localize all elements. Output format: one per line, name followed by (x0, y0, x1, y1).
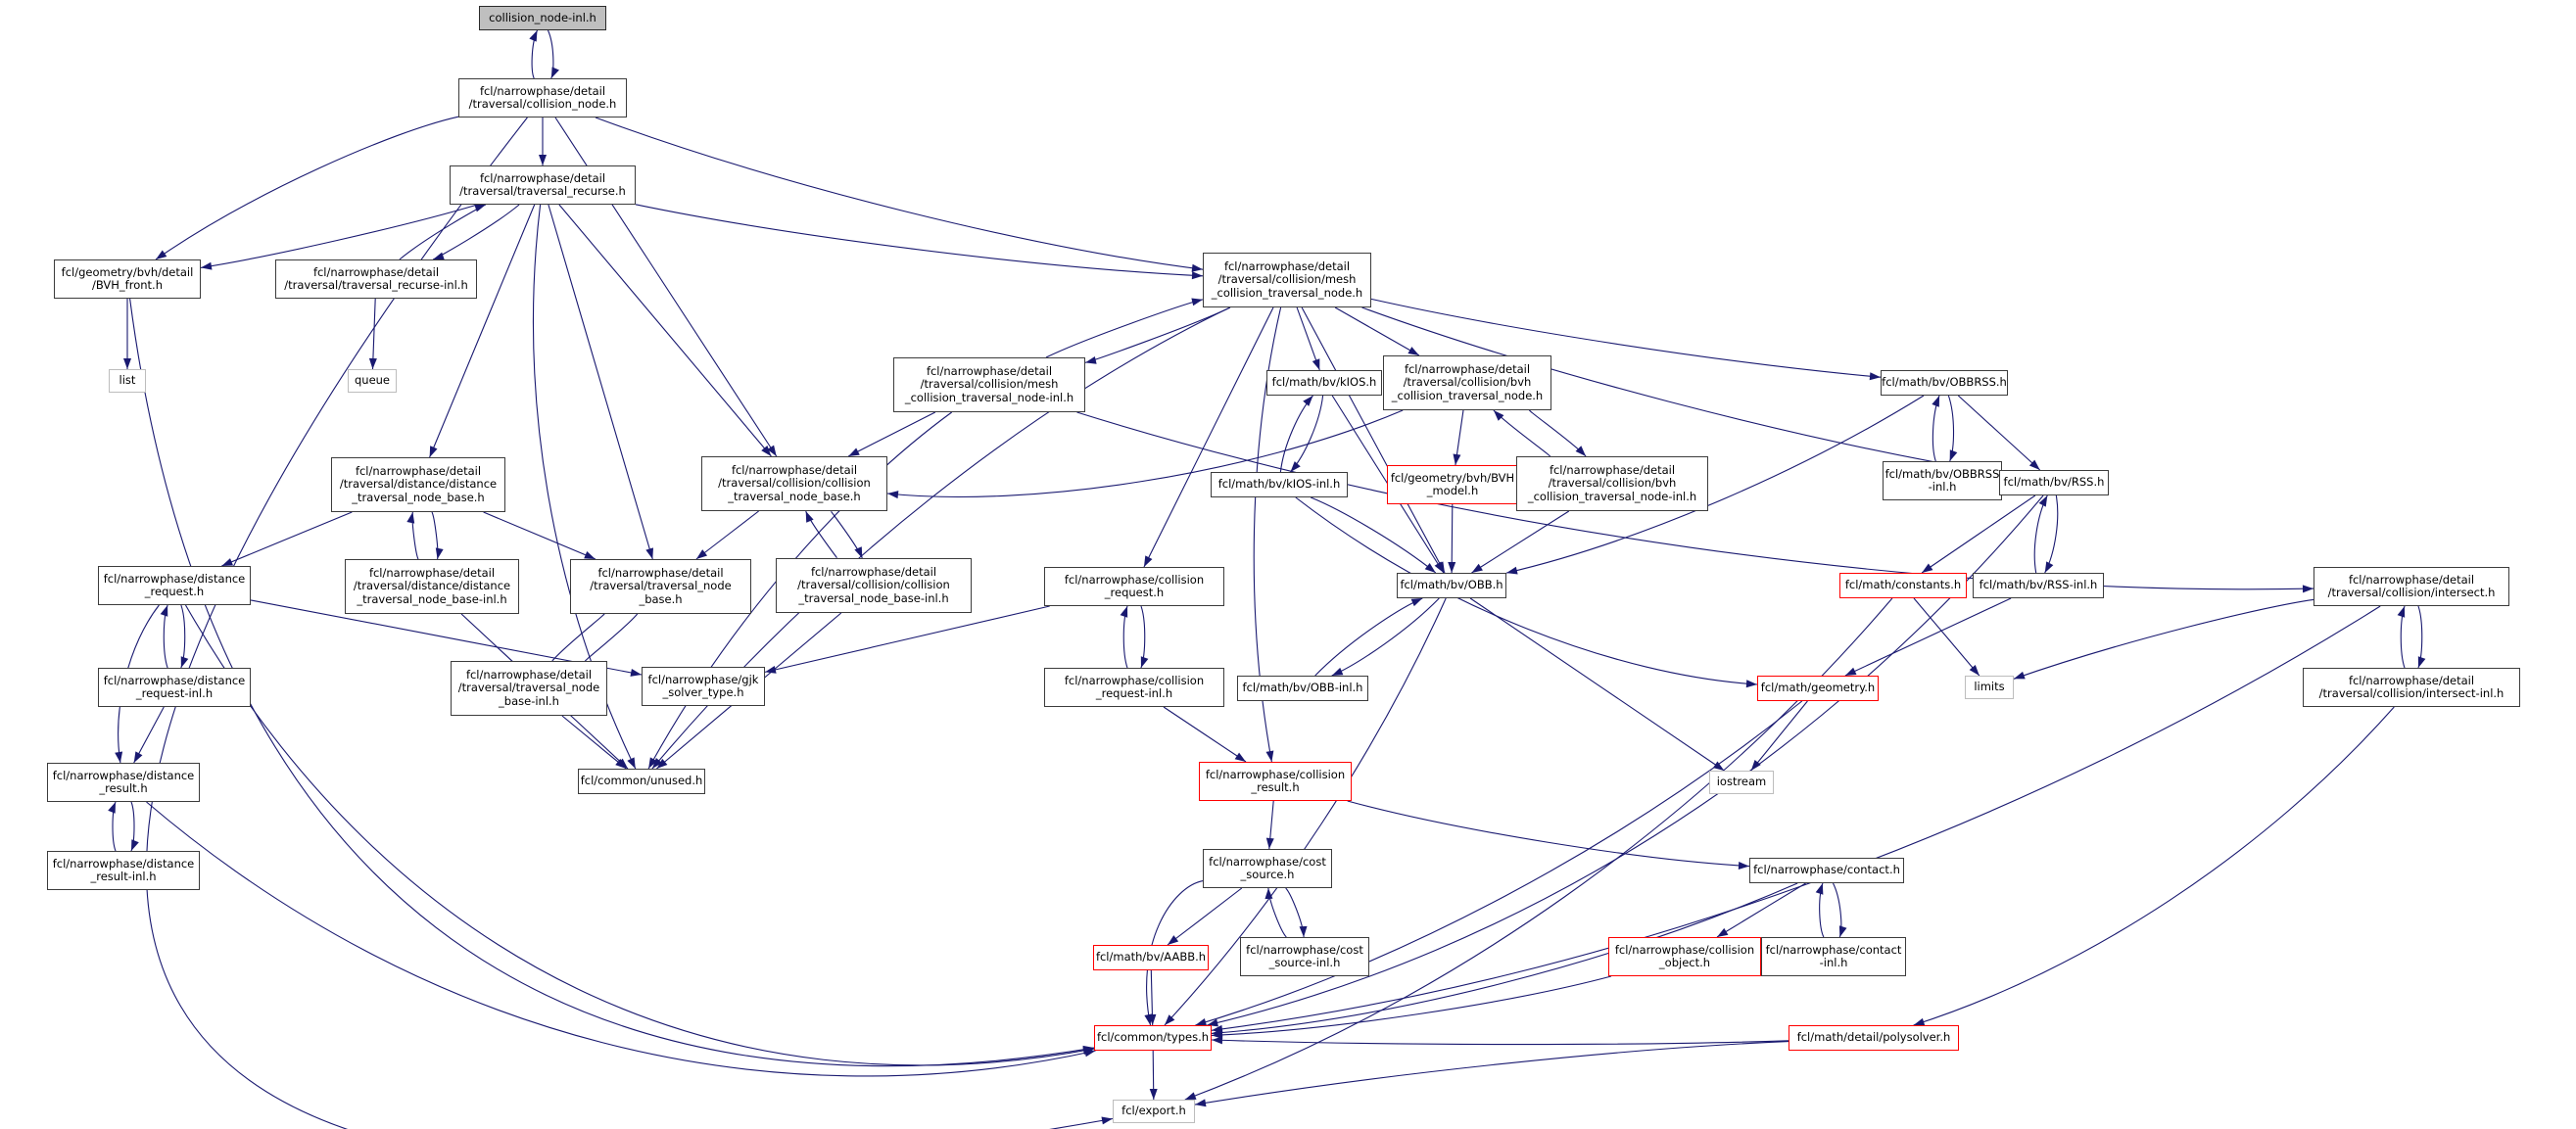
graph-node-label: _traversal_node_base-inl.h (357, 591, 507, 606)
arrowhead-kios-inl-to-obb (1425, 563, 1436, 573)
graph-node-mesh-collision-traversal-node[interactable] (1203, 253, 1371, 307)
graph-node-traversal-node-base[interactable] (570, 559, 751, 614)
arrowhead-rss-inl-to-geometry (1845, 668, 1857, 676)
arrowhead-traversal-recurse-to-distance-traversal-node-base (430, 446, 438, 457)
graph-node-collision-traversal-node-base-inl[interactable] (776, 558, 972, 613)
graph-node-label: fcl/export.h (1121, 1104, 1186, 1118)
graph-node-distance-request[interactable] (98, 566, 251, 605)
edge-traversal-node-base-to-traversal-node-base-inl (585, 614, 637, 661)
graph-node-label: fcl/narrowphase/detail (465, 667, 593, 682)
edge-bvh-collision-traversal-node-inl-to-bvh-collision-traversal-node (1494, 410, 1550, 456)
graph-node-label: _solver_type.h (662, 685, 744, 699)
edge-traversal-recurse-to-distance-traversal-node-base (430, 205, 535, 457)
graph-node-cost-source-inl[interactable] (1240, 937, 1369, 976)
graph-node-label: fcl/narrowphase/detail (479, 83, 606, 98)
arrowhead-mesh-collision-traversal-node-inl-to-intersect (2303, 585, 2314, 592)
edge-obb-to-iostream (1470, 598, 1724, 771)
arrowhead-collision-request-to-collision-request-inl (1141, 656, 1149, 668)
edge-rss-to-rss-inl (2045, 495, 2058, 573)
edge-geometry-to-iostream (1751, 701, 1808, 771)
graph-node-kios[interactable] (1266, 370, 1382, 396)
arrowhead-contact-to-contact-inl (1839, 925, 1847, 937)
arrowhead-obbrss-to-obbrss-inl (1950, 449, 1958, 461)
arrowhead-mesh-collision-traversal-node-inl-to-mesh-collision-traversal-node (1191, 298, 1203, 306)
graph-node-bvh-model[interactable] (1387, 465, 1518, 504)
graph-node-label: /traversal/traversal_node (457, 681, 600, 695)
arrowhead-distance-request-inl-to-distance-request (161, 605, 168, 617)
edge-polysolver-to-export (1195, 1042, 1789, 1105)
edge-collision-object-to-types (1212, 976, 1611, 1035)
arrowhead-collision-request-inl-to-collision-request (1121, 606, 1128, 618)
arrowhead-mesh-collision-traversal-node-to-collision-request (1144, 555, 1152, 567)
graph-node-label: _request-inl.h (135, 686, 214, 700)
graph-node-distance-result[interactable] (47, 763, 200, 802)
graph-node-label: fcl/narrowphase/detail (1404, 361, 1531, 376)
graph-node-label: _request.h (1104, 586, 1165, 599)
arrowhead-distance-result-inl-to-distance-result (108, 802, 116, 814)
arrowhead-traversal-recurse-to-mesh-collision-traversal-node (1192, 271, 1203, 279)
graph-node-label: _base.h (639, 591, 683, 606)
graph-node-kios-inl[interactable] (1211, 472, 1348, 497)
arrowhead-mesh-collision-traversal-node-to-collision-result (1265, 750, 1273, 762)
arrowhead-cost-source-to-cost-source-inl (1300, 926, 1308, 937)
graph-node-collision-traversal-node-base[interactable] (701, 456, 887, 511)
arrowhead-distance-request-inl-to-distance-result (134, 751, 143, 763)
graph-node-label: collision_node-inl.h (489, 10, 596, 24)
edge-distance-traversal-node-base-to-traversal-node-base (484, 512, 596, 559)
graph-node-label: fcl/narrowphase/collision (1064, 572, 1205, 587)
graph-node-label: fcl/math/bv/kIOS-inl.h (1217, 477, 1341, 492)
graph-node-collision-request-inl[interactable] (1044, 668, 1224, 707)
graph-node-label: /traversal/collision/bvh (1403, 375, 1532, 390)
edge-collision-request-inl-to-collision-result (1164, 707, 1246, 762)
graph-node-obb[interactable] (1397, 573, 1506, 598)
graph-node-label: fcl/math/bv/AABB.h (1095, 950, 1207, 964)
arrowhead-mesh-collision-traversal-node-to-mesh-collision-traversal-node-inl (1085, 356, 1097, 364)
graph-node-obbrss[interactable] (1881, 370, 2008, 396)
graph-node-label: fcl/narrowphase/cost (1246, 942, 1363, 957)
graph-node-rss-inl[interactable] (1973, 573, 2104, 598)
graph-node-contact[interactable] (1749, 858, 1904, 883)
edge-rss-inl-to-geometry (1845, 598, 2011, 676)
graph-node-label: fcl/common/types.h (1096, 1030, 1210, 1045)
graph-node-label: fcl/math/constants.h (1844, 578, 1962, 592)
arrowhead-traversal-recurse-to-traversal-node-base (645, 547, 653, 559)
graph-node-label: _result-inl.h (90, 870, 157, 883)
graph-node-label: iostream (1716, 775, 1767, 789)
edge-obb-inl-to-obb (1315, 598, 1423, 676)
graph-node-label: fcl/narrowphase/detail (926, 363, 1053, 378)
graph-node-distance-request-inl[interactable] (98, 668, 251, 707)
graph-node-label: fcl/math/bv/RSS-inl.h (1979, 578, 2098, 592)
arrowhead-bvh-model-to-obb (1448, 562, 1455, 573)
graph-node-label: _traversal_node_base-inl.h (798, 590, 949, 605)
graph-node-label: fcl/narrowphase/gjk (647, 672, 759, 686)
arrowhead-distance-traversal-node-base-inl-to-distance-traversal-node-base (406, 512, 414, 524)
arrowhead-traversal-recurse-to-bvh-front (201, 262, 212, 270)
graph-node-collision-request[interactable] (1044, 567, 1224, 606)
graph-node-obb-inl[interactable] (1237, 676, 1368, 701)
edge-constants-to-limits (1914, 598, 1980, 676)
arrowhead-distance-request-to-gjk-solver-type (630, 669, 642, 677)
graph-node-label: fcl/math/bv/OBBRSS.h (1882, 375, 2007, 390)
graph-node-label: fcl/narrowphase/detail (312, 264, 440, 279)
arrowhead-bvh-front-to-list (123, 358, 131, 369)
graph-node-label: fcl/math/bv/OBBRSS (1884, 466, 2000, 481)
graph-node-collision-node[interactable] (458, 78, 627, 118)
graph-node-label: _base-inl.h (499, 693, 559, 708)
graph-node-label: /traversal/collision/intersect.h (2327, 586, 2496, 599)
graph-node-label: list (119, 373, 136, 388)
edge-intersect-to-limits (2014, 599, 2314, 679)
graph-node-label: _collision_traversal_node.h (1211, 285, 1363, 300)
graph-node-label: fcl/common/unused.h (580, 774, 703, 788)
arrowhead-collision-node-to-mesh-collision-traversal-node (1192, 264, 1203, 272)
graph-node-label: fcl/math/bv/RSS.h (2003, 475, 2105, 490)
arrowhead-distance-request-to-distance-result (115, 752, 122, 763)
edge-traversal-recurse-inl-to-traversal-recurse (400, 205, 486, 259)
graph-node-label: /BVH_front.h (92, 278, 163, 292)
graph-node-label: /traversal/traversal_recurse.h (459, 184, 626, 198)
arrowhead-intersect-inl-to-intersect (2398, 606, 2406, 618)
graph-node-label: fcl/narrowphase/distance (52, 856, 195, 870)
arrowhead-bvh-collision-traversal-node-to-collision-traversal-node-base (887, 491, 898, 498)
graph-node-intersect[interactable] (2314, 567, 2509, 606)
arrowhead-mesh-collision-traversal-node-to-obbrss (1870, 372, 1881, 380)
graph-node-distance-traversal-node-base-inl[interactable] (345, 559, 519, 614)
edge-rss-to-constants (1922, 495, 2035, 573)
graph-node-collision-result[interactable] (1199, 762, 1352, 801)
arrowhead-collision-node-inl-to-collision-node (551, 67, 559, 78)
graph-node-label: fcl/narrowphase/collision (1614, 942, 1755, 957)
graph-node-bvh-collision-traversal-node[interactable] (1383, 355, 1551, 410)
graph-node-gjk-solver-type[interactable] (642, 667, 765, 706)
arrowhead-distance-traversal-node-base-to-distance-request (221, 558, 233, 566)
graph-node-label: _collision_traversal_node-inl.h (1527, 489, 1697, 503)
edge-rss-inl-to-rss (2034, 495, 2047, 573)
arrowhead-rss-to-rss-inl (2045, 561, 2054, 573)
graph-node-label: _source-inl.h (1268, 956, 1341, 969)
graph-node-export (1113, 1100, 1195, 1123)
graph-node-collision-object[interactable] (1608, 937, 1761, 976)
graph-node-label: fcl/narrowphase/detail (355, 463, 482, 478)
graph-node-label: fcl/narrowphase/distance (52, 768, 195, 782)
graph-node-label: fcl/narrowphase/detail (1223, 259, 1351, 273)
graph-node-label: fcl/math/geometry.h (1760, 681, 1876, 695)
graph-node-label: _collision_traversal_node.h (1391, 388, 1544, 402)
graph-node-polysolver[interactable] (1789, 1025, 1959, 1051)
graph-node-mesh-collision-traversal-node-inl[interactable] (893, 357, 1085, 412)
edge-mesh-collision-traversal-node-to-obb (1302, 307, 1445, 573)
arrowhead-rss-to-constants (1922, 563, 1932, 573)
graph-node-label: fcl/narrowphase/detail (731, 462, 858, 477)
graph-node-label: fcl/narrowphase/detail (1549, 462, 1676, 477)
arrowhead-geometry-to-iostream (1751, 760, 1761, 771)
graph-node-iostream (1709, 771, 1774, 794)
graph-node-label: _result.h (1251, 780, 1300, 794)
graph-node-label: _request-inl.h (1095, 686, 1173, 700)
graph-node-label: queue (354, 373, 391, 388)
edge-traversal-recurse-to-traversal-recurse-inl (433, 205, 519, 259)
arrowhead-traversal-recurse-to-unused (627, 757, 635, 769)
graph-node-label: fcl/narrowphase/contact (1765, 942, 1902, 957)
graph-node-intersect-inl[interactable] (2303, 668, 2520, 707)
arrowhead-obbrss-inl-to-obbrss (1932, 396, 1939, 407)
graph-node-label: /traversal/collision/mesh (1217, 272, 1357, 287)
graph-node-label: fcl/narrowphase/distance (103, 673, 246, 687)
graph-node-label: fcl/narrowphase/detail (2348, 572, 2475, 587)
edge-bvh-collision-traversal-node-to-bvh-collision-traversal-node-inl (1529, 410, 1586, 456)
edge-collision-result-to-contact (1348, 801, 1749, 867)
arrowhead-traversal-recurse-inl-to-queue (369, 358, 377, 369)
graph-node-label: _model.h (1426, 484, 1479, 497)
graph-node-unused[interactable] (578, 769, 705, 794)
graph-node-label: fcl/geometry/bvh/BVH (1390, 470, 1515, 485)
arrowhead-collision-node-to-export (1101, 1116, 1113, 1124)
graph-node-types[interactable] (1094, 1025, 1212, 1051)
arrowhead-bvh-collision-traversal-node-to-bvh-model (1453, 454, 1460, 465)
edge-distance-result-to-types (147, 802, 1096, 1076)
arrowhead-collision-traversal-node-base-to-collision-traversal-node-base-inl (854, 546, 862, 558)
graph-node-label: fcl/narrowphase/detail (597, 565, 724, 580)
arrowhead-collision-node-to-collision-node-inl (529, 30, 537, 42)
graph-node-label: fcl/narrowphase/detail (479, 170, 606, 185)
graph-node-constants[interactable] (1839, 573, 1967, 598)
arrowhead-contact-inl-to-contact (1816, 883, 1824, 895)
graph-node-label: fcl/math/bv/kIOS.h (1271, 375, 1377, 390)
graph-node-label: fcl/narrowphase/contact.h (1753, 863, 1900, 877)
arrowhead-kios-to-kios-inl (1290, 461, 1300, 472)
graph-node-bvh-collision-traversal-node-inl[interactable] (1516, 456, 1708, 511)
graph-node-label: /traversal/collision/collision (797, 578, 950, 592)
graph-node-distance-result-inl[interactable] (47, 851, 200, 890)
graph-node-label: /traversal/collision/intersect-inl.h (2318, 686, 2504, 700)
edge-collision-node-to-bvh-front (156, 117, 458, 259)
graph-node-label: _object.h (1658, 956, 1711, 969)
arrowhead-distance-request-to-distance-request-inl (181, 656, 189, 668)
arrowhead-types-to-export (1150, 1089, 1158, 1100)
graph-node-label: _traversal_node_base.h (352, 490, 485, 504)
arrowhead-polysolver-to-export (1195, 1099, 1207, 1106)
edge-collision-traversal-node-base-to-traversal-node-base (696, 511, 759, 559)
edge-mesh-collision-traversal-node-to-bvh-collision-traversal-node (1335, 307, 1419, 355)
edge-traversal-recurse-to-collision-traversal-node-base (559, 205, 772, 456)
graph-node-traversal-node-base-inl[interactable] (451, 661, 607, 716)
graph-node-label: fcl/narrowphase/detail (810, 564, 937, 579)
edge-cost-source-to-aabb (1168, 888, 1242, 945)
edge-traversal-recurse-to-traversal-node-base (549, 205, 652, 559)
edge-obb-to-obb-inl (1332, 598, 1440, 676)
arrowhead-intersect-to-limits (2014, 672, 2026, 680)
arrowhead-constants-to-export (1185, 1092, 1197, 1100)
graph-node-label: fcl/narrowphase/collision (1064, 673, 1205, 687)
graph-node-limits (1965, 676, 2014, 699)
graph-node-label: fcl/narrowphase/cost (1209, 854, 1326, 869)
graph-node-label: _result.h (99, 781, 148, 795)
arrowhead-mesh-collision-traversal-node-to-kios (1312, 358, 1320, 370)
graph-node-label: /traversal/collision/collision (718, 476, 871, 491)
arrowhead-collision-node-to-traversal-recurse (539, 155, 547, 165)
graph-node-label: /traversal/collision/bvh (1548, 476, 1677, 491)
graph-node-label: fcl/math/bv/OBB.h (1400, 578, 1503, 592)
graph-node-label: fcl/geometry/bvh/detail (61, 264, 194, 279)
graph-node-contact-inl[interactable] (1761, 937, 1906, 976)
graph-node-label: /traversal/traversal_node (590, 579, 732, 593)
graph-node-traversal-recurse-inl[interactable] (275, 259, 477, 299)
edge-polysolver-to-types (1212, 1040, 1789, 1045)
edge-mesh-collision-traversal-node-inl-to-collision-traversal-node-base (848, 412, 935, 456)
graph-node-label: fcl/narrowphase/collision (1205, 767, 1346, 781)
arrowhead-cost-source-inl-to-cost-source (1264, 888, 1272, 899)
graph-node-label: fcl/narrowphase/detail (368, 565, 496, 580)
arrowhead-distance-traversal-node-base-to-distance-traversal-node-base-inl (436, 547, 444, 559)
graph-node-list (109, 369, 146, 393)
arrowhead-collision-traversal-node-base-inl-to-collision-traversal-node-base (806, 511, 814, 523)
edge-distance-traversal-node-base-to-distance-request (221, 512, 352, 566)
graph-node-label: fcl/narrowphase/detail (2348, 673, 2475, 687)
graph-node-traversal-recurse[interactable] (450, 165, 636, 205)
edge-kios-to-kios-inl (1291, 396, 1323, 472)
edge-kios-inl-to-obb (1311, 497, 1436, 573)
arrowhead-kios-inl-to-kios (1303, 396, 1312, 406)
graph-node-label: limits (1974, 680, 2005, 694)
arrowhead-mesh-collision-traversal-node-to-bvh-collision-traversal-node (1407, 347, 1419, 355)
graph-node-collision-node-inl (479, 6, 606, 30)
arrowhead-collision-result-to-cost-source (1266, 838, 1274, 849)
graph-node-aabb[interactable] (1093, 945, 1209, 970)
graph-node-label: /traversal/traversal_recurse-inl.h (284, 278, 468, 292)
arrowhead-bvh-collision-traversal-node-inl-to-obb (1472, 564, 1483, 573)
arrowhead-collision-traversal-node-base-to-traversal-node-base (696, 549, 707, 559)
graph-node-distance-traversal-node-base[interactable] (331, 457, 505, 512)
graph-node-label: -inl.h (1928, 480, 1957, 494)
arrowhead-bvh-collision-traversal-node-to-bvh-collision-traversal-node-inl (1576, 446, 1587, 456)
graph-node-obbrss-inl[interactable] (1883, 461, 2002, 500)
edge-traversal-node-base-inl-to-unused (562, 716, 626, 769)
edge-mesh-collision-traversal-node-to-mesh-collision-traversal-node-inl (1085, 307, 1230, 362)
edge-obbrss-to-rss (1958, 396, 2039, 470)
arrowhead-obb-to-obb-inl (1332, 668, 1344, 676)
arrowhead-collision-node-to-bvh-front (156, 250, 167, 259)
arrowhead-collision-request-inl-to-collision-result (1235, 753, 1246, 762)
arrowhead-mesh-collision-traversal-node-inl-to-collision-traversal-node-base (848, 447, 860, 456)
graph-node-rss[interactable] (1999, 470, 2109, 495)
arrowhead-contact-to-collision-object (1717, 928, 1728, 937)
graph-node-label: /traversal/distance/distance (353, 579, 511, 593)
graph-node-label: _collision_traversal_node-inl.h (904, 390, 1074, 404)
graph-node-label: _source.h (1240, 868, 1295, 881)
graph-node-label: _traversal_node_base.h (728, 489, 861, 503)
arrowhead-cost-source-to-aabb (1168, 935, 1178, 945)
arrowhead-obb-inl-to-obb (1411, 598, 1423, 606)
arrowhead-obbrss-to-obb (1506, 567, 1518, 575)
graph-node-label: fcl/math/bv/OBB-inl.h (1242, 681, 1363, 695)
graph-node-cost-source[interactable] (1203, 849, 1332, 888)
arrowhead-intersect-to-intersect-inl (2418, 656, 2426, 668)
graph-node-label: _request.h (144, 585, 205, 598)
graph-node-label: -inl.h (1819, 956, 1848, 969)
graph-node-label: fcl/narrowphase/distance (103, 571, 246, 586)
arrowhead-kios-inl-to-geometry (1746, 680, 1757, 687)
graph-node-bvh-front[interactable] (54, 259, 201, 299)
graph-node-label: /traversal/collision/mesh (920, 377, 1059, 392)
arrowhead-rss-inl-to-rss (2039, 495, 2048, 507)
arrowhead-distance-result-to-distance-result-inl (131, 839, 139, 851)
arrowhead-collision-result-to-contact (1739, 862, 1749, 870)
graph-node-queue (348, 369, 397, 393)
edge-kios-inl-to-kios (1280, 396, 1312, 472)
edge-collision-request-to-gjk-solver-type (765, 606, 1050, 672)
graph-node-label: /traversal/distance/distance (339, 477, 498, 492)
arrowhead-bvh-collision-traversal-node-inl-to-bvh-collision-traversal-node (1494, 410, 1504, 421)
arrowhead-obb-to-iostream (1713, 762, 1724, 771)
graph-node-geometry[interactable] (1757, 676, 1879, 701)
arrowhead-distance-traversal-node-base-to-traversal-node-base (584, 551, 596, 559)
edge-intersect-inl-to-polysolver (1914, 707, 2395, 1025)
graph-node-label: /traversal/collision_node.h (468, 97, 617, 111)
graph-node-label: fcl/math/detail/polysolver.h (1796, 1030, 1951, 1045)
